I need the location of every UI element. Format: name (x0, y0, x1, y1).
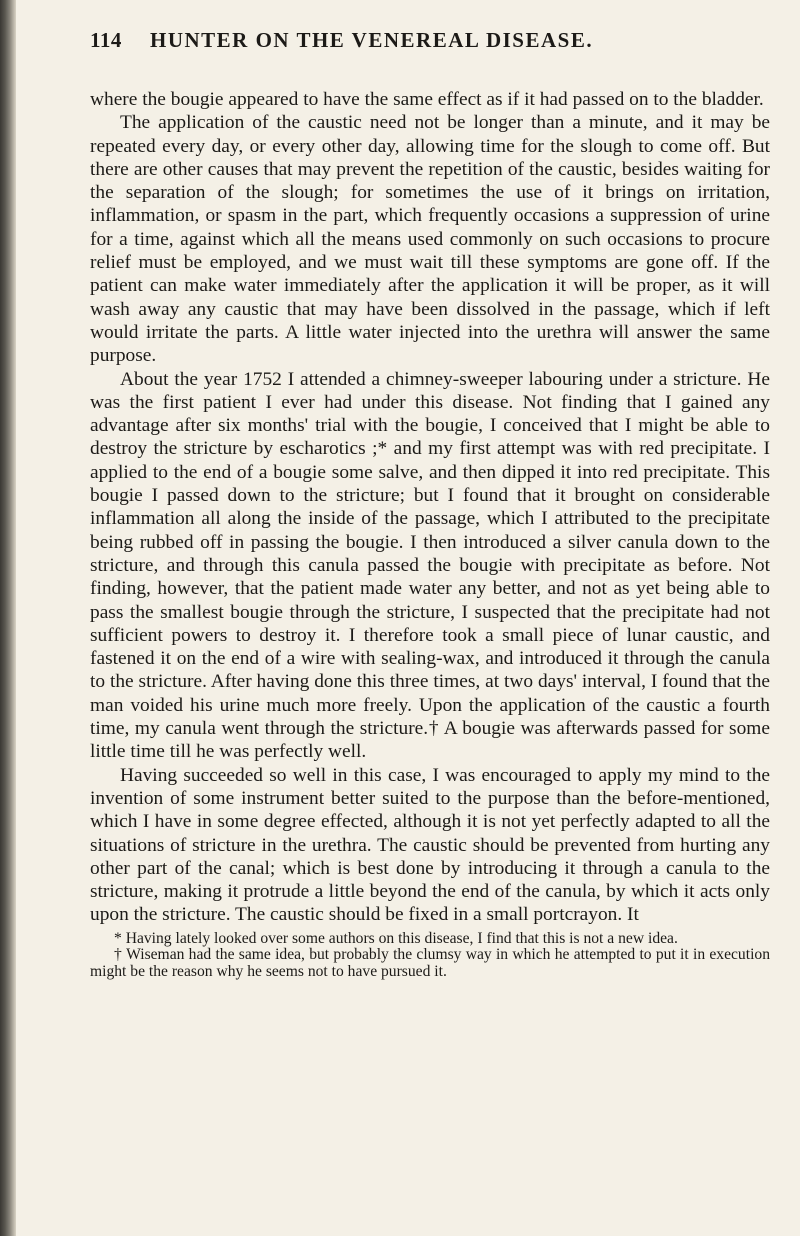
body-text (90, 88, 770, 927)
paragraph-instrument-invention: Having succeeded so well in this case, I was encouraged to apply my mind to the invention of some instrument better suited to the purpose than the before-mentioned, which I have in some degree effected, although it is not yet perfectly adapted to all the situations of stricture in the urethra. The caustic should be prevented from hurting any other part of the canal; which is best done by introducing it through a canula to the stricture, making it protrude a little beyond the end of the canula, by which it acts only upon the stricture. The caustic should be fixed in a small portcrayon. It (90, 764, 770, 926)
running-head (90, 28, 770, 64)
footnote-dagger: † Wiseman had the same idea, but probably the clumsy way in which he attempted to put it in execution might be the reason why he seems not to have pursued it. (90, 946, 770, 981)
page-number: 114 (90, 28, 122, 52)
paragraph-caustic-application: The application of the caustic need not be longer than a minute, and it may be repeated every day, or every other day, allowing time for the slough to come off. But there are other causes that may prevent the repetition of the caustic, besides waiting for the separation of the slough; for sometimes the use of it brings on irritation, inflammation, or spasm in the part, which frequently occasions a suppression of urine for a time, against which all the means used commonly on such occasions to procure relief must be employed, and we must wait till these symptoms are gone off. If the patient can make water immediately after the application it will be proper, as it will wash away any caustic that may have been dissolved in the passage, which if left would irritate the parts. A little water injected into the urethra will answer the same purpose. (90, 112, 770, 367)
running-head-title: HUNTER ON THE VENEREAL DISEASE. (150, 28, 594, 52)
paragraph-chimney-sweeper-case: About the year 1752 I attended a chimney-sweeper labouring under a stricture. He was the first patient I ever had under this disease. Not finding that I gained any advantage after six months' trial with the bougie, I conceived that I might be able to destroy the stricture by escharotics ;* and my first attempt was with red precipitate. I applied to the end of a bougie some salve, and then dipped it into red precipitate. This bougie I passed down to the stricture; but I found that it brought on considerable inflammation all along the inside of the passage, which I attributed to the precipitate being rubbed off in passing the bougie. I then introduced a silver canula down to the stricture, and through this canula passed the bougie with precipitate as before. Not finding, however, that the patient made water any better, and not as yet being able to pass the smallest bougie through the stricture, I suspected that the precipitate had not sufficient powers to destroy it. I therefore took a small piece of lunar caustic, and fastened it on the end of a wire with sealing-wax, and introduced it through the canula to the stricture. After having done this three times, at two days' interval, I found that the man voided his urine much more freely. Upon the application of the caustic a fourth time, my canula went through the stricture.† A bougie was afterwards passed for some little time till he was perfectly well. (90, 368, 770, 763)
footnotes (90, 931, 770, 981)
footnote-asterisk: * Having lately looked over some authors on this disease, I find that this is not a new idea. (114, 929, 678, 947)
book-page (90, 28, 770, 981)
book-binding-edge (0, 0, 16, 1236)
paragraph-continued: where the bougie appeared to have the same effect as if it had passed on to the bladder. (90, 89, 764, 110)
